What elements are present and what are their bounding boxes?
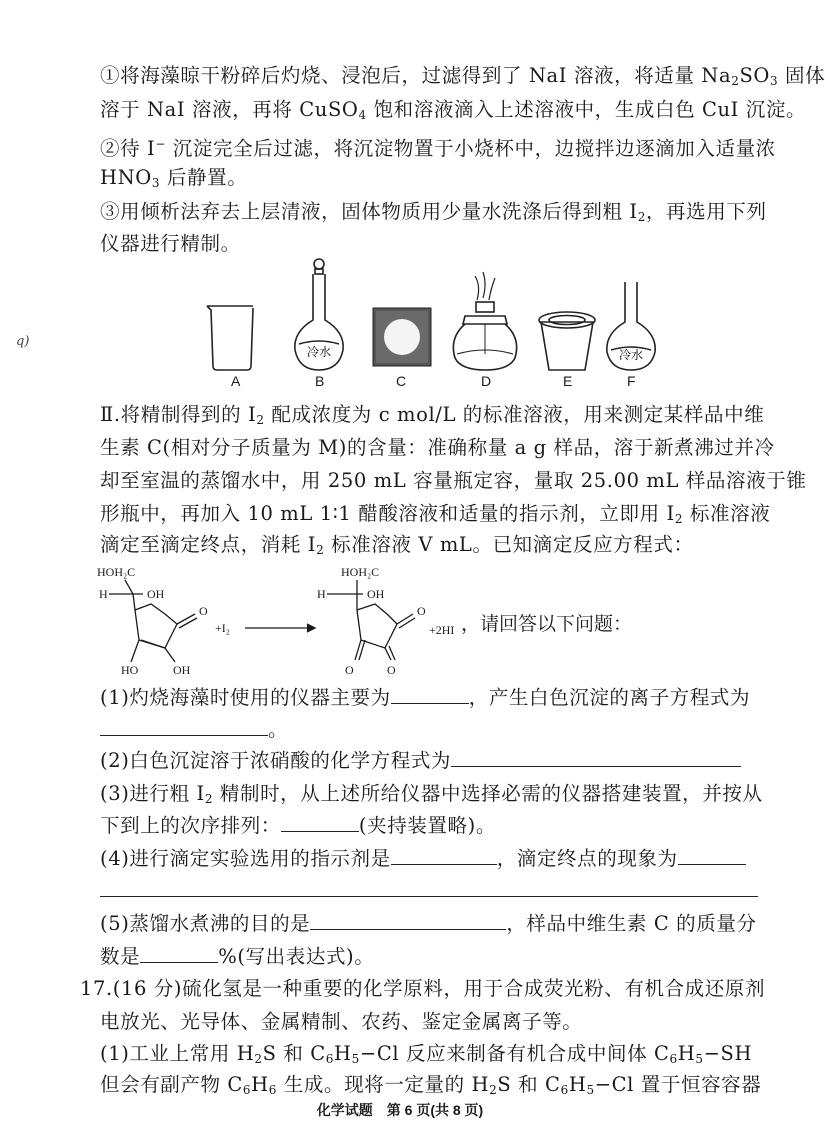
- reactant-h-label: H: [99, 587, 108, 601]
- question-1-line2: 。: [100, 716, 288, 744]
- apparatus-label-f: F: [627, 373, 636, 389]
- problem17-line1: 17.(16 分)硫化氢是一种重要的化学原料，用于合成荧光粉、有机合成还原剂: [80, 977, 766, 1000]
- product-hoh2c-label: HOH₂C: [341, 565, 380, 579]
- question-4-line1: (4)进行滴定实验选用的指示剂是 ，滴定终点的现象为: [100, 845, 746, 873]
- apparatus-label-b: B: [315, 373, 325, 389]
- apparatus-label-a: A: [231, 373, 241, 389]
- flask-b-water-label: 冷水: [306, 345, 332, 359]
- reactant-ho-label: HO: [121, 663, 139, 677]
- product-h-label: H: [317, 587, 326, 601]
- beaker-icon: [207, 306, 253, 370]
- step2-line2: $HNO_3$ 后静置。: [100, 166, 248, 190]
- wire-gauze-icon: [373, 308, 431, 366]
- product-carbonyl-o-label: O: [417, 604, 426, 618]
- apparatus-label-e: E: [563, 373, 573, 389]
- answer-blank-5-purpose[interactable]: [310, 911, 506, 930]
- answer-blank-3[interactable]: [281, 813, 359, 832]
- reaction-prompt: ，请回答以下问题：: [461, 613, 633, 635]
- apparatus-figure: [195, 258, 695, 393]
- answer-blank-4-indicator[interactable]: [391, 846, 497, 865]
- step2-line1: ②待 I− 沉淀完全后过滤，将沉淀物置于小烧杯中，边搅拌边逐滴加入适量浓: [100, 137, 776, 160]
- question-5-line1: (5)蒸馏水煮沸的目的是 ，样品中维生素 C 的质量分: [100, 912, 757, 935]
- product-oh-label: OH: [367, 587, 385, 601]
- problem17-line4: 但会有副产物 $C_6H_6$ 生成。现将一定量的 $H_2S$ 和 $C_6H_5-Cl$ 置于恒容容器: [100, 1073, 762, 1097]
- answer-blank-5-expression[interactable]: [140, 944, 218, 963]
- reactant-oh-label: OH: [147, 587, 165, 601]
- apparatus-label-c: C: [396, 373, 407, 389]
- step1-line2: 溶于 NaI 溶液，再将 CuSO$_4$ 饱和溶液滴入上述溶液中，生成白色 CuI 沉淀。: [100, 98, 807, 122]
- question-4-line2: [100, 877, 758, 905]
- page-footer: 化学试题 第 6 页(共 8 页): [316, 1102, 484, 1118]
- answer-blank-4-continued[interactable]: [100, 878, 758, 897]
- margin-mark: q): [16, 334, 30, 349]
- question-3-line2: 下到上的次序排列： (夹持装置略)。: [100, 814, 496, 837]
- problem17-line2: 电放光、光导体、金属精制、农药、鉴定金属离子等。: [100, 1010, 583, 1033]
- part2-line3: 却至室温的蒸馏水中，用 250 mL 容量瓶定容，量取 25.00 mL 样品溶液于锥: [100, 469, 807, 492]
- question-3-line1: (3)进行粗 $I_2$ 精制时，从上述所给仪器中选择必需的仪器搭建装置，并按从: [100, 782, 763, 806]
- answer-blank-4-phenomenon[interactable]: [678, 846, 746, 865]
- step3-line1: ③用倾析法弃去上层清液，固体物质用少量水洗涤后得到粗 $I_2$，再选用下列: [100, 200, 767, 224]
- answer-blank-1-ion-equation[interactable]: [100, 717, 268, 736]
- reaction-scheme: [95, 560, 755, 680]
- crucible-icon: [539, 312, 595, 370]
- question-5-line2: 数是 %(写出表达式)。: [100, 945, 375, 968]
- step3-line2: 仪器进行精制。: [100, 232, 241, 255]
- part2-line1: Ⅱ.将精制得到的 $I_2$ 配成浓度为 c mol/L 的标准溶液，用来测定某样品中维: [100, 403, 765, 427]
- answer-blank-2[interactable]: [451, 748, 741, 767]
- part2-line2: 生素 C(相对分子质量为 M)的含量：准确称量 a g 样品，溶于新煮沸过并冷: [100, 436, 775, 459]
- reactant-oh2-label: OH: [173, 663, 191, 677]
- problem17-line3: (1)工业上常用 $H_2S$ 和 $C_6H_5-Cl$ 反应来制备有机合成中间体 $C_6H_5-SH$: [100, 1042, 753, 1066]
- question-2: (2)白色沉淀溶于浓硝酸的化学方程式为: [100, 747, 741, 775]
- flask-f-water-label: 冷水: [618, 348, 644, 362]
- product-o-label-right: O: [387, 663, 396, 677]
- answer-blank-1-apparatus[interactable]: [391, 685, 469, 704]
- product-o-label-left: O: [345, 663, 354, 677]
- reactant-carbonyl-o-label: O: [199, 604, 208, 618]
- apparatus-label-d: D: [481, 373, 492, 389]
- plus-2hi-label: +2HI: [429, 623, 455, 637]
- reactant-hoh2c-label: HOH₂C: [97, 565, 136, 579]
- step1-line1: ①将海藻晾干粉碎后灼烧、浸泡后，过滤得到了 NaI 溶液，将适量 $Na_2SO_3$ 固体: [100, 64, 825, 88]
- plus-i2-label: +I₂: [215, 621, 230, 635]
- part2-line5: 滴定至滴定终点，消耗 $I_2$ 标准溶液 V mL。已知滴定反应方程式：: [100, 533, 694, 557]
- part2-line4: 形瓶中，再加入 10 mL 1∶1 醋酸溶液和适量的指示剂，立即用 $I_2$ 标准溶液: [100, 502, 771, 526]
- alcohol-lamp-icon: [453, 272, 516, 370]
- question-1-line1: (1)灼烧海藻时使用的仪器主要为 ，产生白色沉淀的离子方程式为: [100, 686, 751, 709]
